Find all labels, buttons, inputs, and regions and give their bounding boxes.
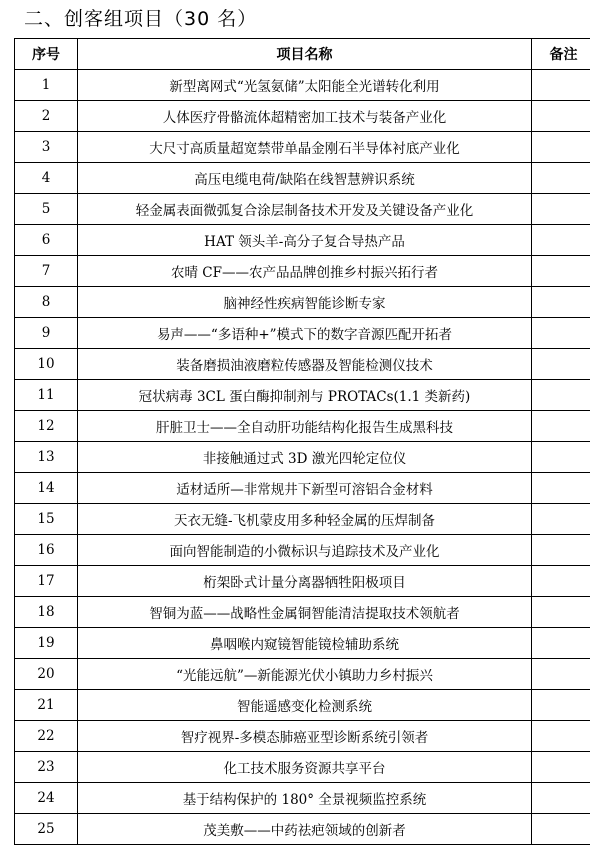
project-name: 大尺寸高质量超宽禁带单晶金刚石半导体衬底产业化 [78,132,532,163]
project-name: 基于结构保护的 180° 全景视频监控系统 [78,783,532,814]
section-heading: 二、创客组项目（30 名） [24,8,258,30]
table-row [15,473,590,504]
table-row [15,628,590,659]
row-number: 20 [15,659,78,690]
project-name: 面向智能制造的小微标识与追踪技术及产业化 [78,535,532,566]
row-number: 7 [15,256,78,287]
row-note [532,566,590,597]
table-header-row [15,39,590,70]
row-number: 22 [15,721,78,752]
project-name: “光能远航”—新能源光伏小镇助力乡村振兴 [78,659,532,690]
row-note [532,70,590,101]
project-name: 智疗视界-多模态肺癌亚型诊断系统引领者 [78,721,532,752]
project-name: 肝脏卫士——全自动肝功能结构化报告生成黑科技 [78,411,532,442]
row-number: 13 [15,442,78,473]
row-number: 2 [15,101,78,132]
row-number: 24 [15,783,78,814]
table-row [15,349,590,380]
row-note [532,473,590,504]
table-row [15,442,590,473]
project-name: 桁架卧式计量分离器牺牲阳极项目 [78,566,532,597]
row-number: 17 [15,566,78,597]
row-number: 9 [15,318,78,349]
row-note [532,163,590,194]
project-name: 轻金属表面微弧复合涂层制备技术开发及关键设备产业化 [78,194,532,225]
table-row [15,225,590,256]
table-row [15,597,590,628]
row-number: 8 [15,287,78,318]
project-name: 智能遥感变化检测系统 [78,690,532,721]
project-name: HAT 领头羊-高分子复合导热产品 [78,225,532,256]
row-note [532,287,590,318]
project-name: 天衣无缝-飞机蒙皮用多种轻金属的压焊制备 [78,504,532,535]
row-number: 16 [15,535,78,566]
row-note [532,721,590,752]
table-row [15,287,590,318]
table-row [15,194,590,225]
project-name: 智铜为蓝——战略性金属铜智能清洁提取技术领航者 [78,597,532,628]
row-number: 21 [15,690,78,721]
row-note [532,535,590,566]
row-number: 11 [15,380,78,411]
row-number: 1 [15,70,78,101]
table-row [15,566,590,597]
table-row [15,690,590,721]
row-note [532,194,590,225]
row-note [532,659,590,690]
row-note [532,225,590,256]
table-row [15,101,590,132]
table-row [15,70,590,101]
row-note [532,101,590,132]
project-name: 化工技术服务资源共享平台 [78,752,532,783]
row-note [532,256,590,287]
table-row [15,814,590,845]
project-name: 茂美敷——中药祛疤领域的创新者 [78,814,532,845]
table-row [15,752,590,783]
row-note [532,504,590,535]
row-note [532,597,590,628]
project-name: 高压电缆电荷/缺陷在线智慧辨识系统 [78,163,532,194]
project-name: 脑神经性疾病智能诊断专家 [78,287,532,318]
row-number: 18 [15,597,78,628]
header-name: 项目名称 [78,39,532,70]
row-note [532,690,590,721]
row-number: 10 [15,349,78,380]
table-row [15,380,590,411]
row-number: 23 [15,752,78,783]
project-table [14,38,590,845]
header-number: 序号 [15,39,78,70]
table-row [15,535,590,566]
table-row [15,256,590,287]
row-note [532,380,590,411]
row-number: 25 [15,814,78,845]
table-row [15,318,590,349]
table-row [15,783,590,814]
row-number: 5 [15,194,78,225]
table-row [15,411,590,442]
row-number: 6 [15,225,78,256]
row-number: 15 [15,504,78,535]
row-note [532,783,590,814]
project-name: 适材适所—非常规井下新型可溶铝合金材料 [78,473,532,504]
project-name: 冠状病毒 3CL 蛋白酶抑制剂与 PROTACs(1.1 类新药) [78,380,532,411]
row-note [532,442,590,473]
project-name: 易声——“多语种+”模式下的数字音源匹配开拓者 [78,318,532,349]
row-number: 12 [15,411,78,442]
row-note [532,132,590,163]
project-name: 鼻咽喉内窥镜智能镜检辅助系统 [78,628,532,659]
table-row [15,721,590,752]
row-note [532,814,590,845]
project-name: 人体医疗骨骼流体超精密加工技术与装备产业化 [78,101,532,132]
row-note [532,411,590,442]
project-name: 新型离网式“光氢氨储”太阳能全光谱转化利用 [78,70,532,101]
row-note [532,752,590,783]
row-number: 3 [15,132,78,163]
project-name: 装备磨损油液磨粒传感器及智能检测仪技术 [78,349,532,380]
row-number: 14 [15,473,78,504]
row-number: 4 [15,163,78,194]
row-note [532,349,590,380]
project-name: 农晴 CF——农产品品牌创推乡村振兴拓行者 [78,256,532,287]
row-note [532,318,590,349]
project-name: 非接触通过式 3D 激光四轮定位仪 [78,442,532,473]
table-row [15,504,590,535]
row-number: 19 [15,628,78,659]
row-note [532,628,590,659]
table-row [15,659,590,690]
table-row [15,163,590,194]
table-body [15,70,590,845]
header-note: 备注 [532,39,590,70]
table-row [15,132,590,163]
